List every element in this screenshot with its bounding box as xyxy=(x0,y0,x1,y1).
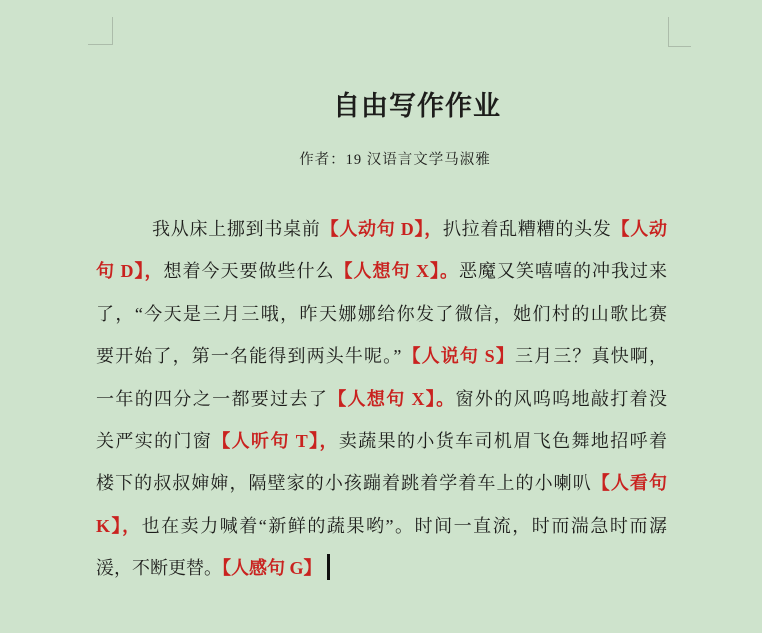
text-line xyxy=(96,293,667,335)
text-run: 了，“今天是三月三哦，昨天娜娜给你发了微信，她们村的山歌比赛 xyxy=(96,303,667,324)
text-run: 要开始了，第一名能得到两头牛呢。” xyxy=(96,346,402,367)
annotation-tag: 【人动句 D】， xyxy=(320,219,443,239)
text-run: 一年的四分之一都要过去了 xyxy=(96,388,329,409)
text-run: 三月三？真快啊， xyxy=(514,346,667,367)
text-run: 扒拉着乱糟糟的头发 xyxy=(442,219,612,239)
text-run: 窗外的风呜呜地敲打着没 xyxy=(455,388,668,409)
annotation-tag: 【人说句 S】 xyxy=(401,346,515,367)
annotation-tag: 【人想句 X】。 xyxy=(328,388,456,409)
text-line xyxy=(96,378,667,420)
text-run: 想着今天要做些什么 xyxy=(163,261,335,282)
text-line xyxy=(96,335,667,377)
text-line xyxy=(96,547,667,589)
text-line xyxy=(96,505,667,547)
text-run: 湲，不断更替。 xyxy=(96,558,222,579)
text-run: 我从床上挪到书桌前 xyxy=(152,219,321,239)
text-line xyxy=(96,208,667,250)
annotation-tag: 【人想句 X】。 xyxy=(334,261,459,282)
annotation-tag: 【人听句 T】， xyxy=(212,430,339,451)
document-author: 作者：19 汉语言文学马淑雅 xyxy=(299,152,491,168)
annotation-tag: 【人动 xyxy=(611,219,668,239)
annotation-tag: 句 D】， xyxy=(96,261,164,282)
text-run: 楼下的叔叔婶婶，隔壁家的小孩蹦着跳着学着车上的小喇叭 xyxy=(96,473,592,494)
text-cursor xyxy=(327,554,330,580)
text-run: 恶魔又笑嘻嘻的冲我过来 xyxy=(459,261,667,282)
text-run: 也在卖力喊着“新鲜的蔬果哟”。时间一直流，时而湍急时而潺 xyxy=(141,515,667,536)
essay-paragraph[interactable] xyxy=(96,208,667,590)
annotation-tag: 【人感句 G】 xyxy=(222,558,322,579)
text-run: 关严实的门窗 xyxy=(96,430,213,451)
document-title: 自由写作作业 xyxy=(333,91,501,121)
text-run: 卖蔬果的小货车司机眉飞色舞地招呼着 xyxy=(338,430,667,451)
text-line xyxy=(96,250,667,292)
page-margin-mark-top-left xyxy=(88,17,113,45)
page-margin-mark-top-right xyxy=(668,17,691,47)
text-line xyxy=(96,462,667,504)
annotation-tag: 【人看句 xyxy=(591,473,668,494)
annotation-tag: K】， xyxy=(96,515,142,536)
text-line xyxy=(96,420,667,462)
